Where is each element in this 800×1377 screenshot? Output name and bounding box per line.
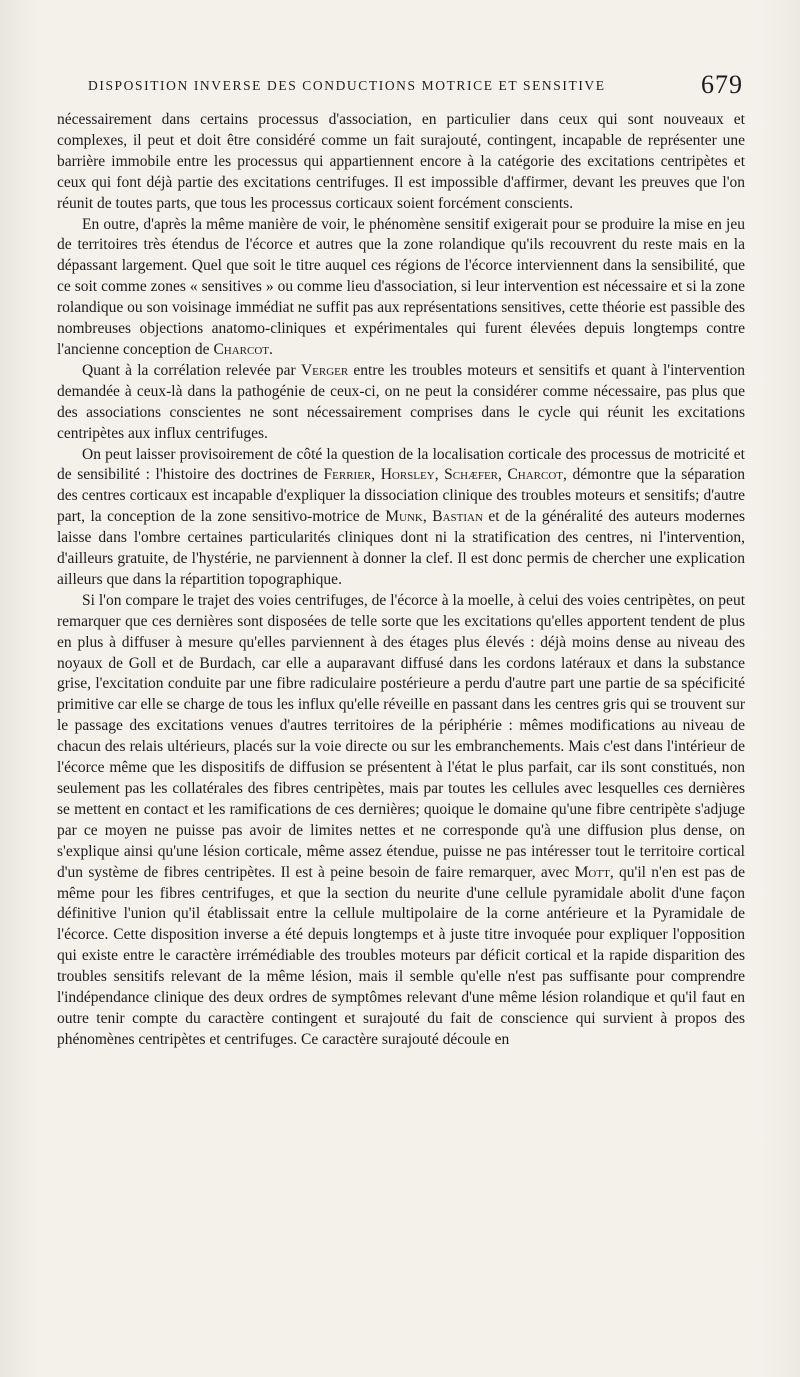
body-text bbox=[57, 110, 745, 1051]
running-head: DISPOSITION INVERSE DES CONDUCTIONS MOTRICE ET SENSITIVE bbox=[88, 78, 606, 93]
paragraph-4: On peut laisser provisoirement de côté la question de la localisation corticale des processus de motricité et de sensibilité : l'histoire des doctrines de Ferrier, Horsley, Schæfer, Charcot, démontre que la séparation des centres corticaux est incapable d'expliquer la dissociation clinique des troubles moteurs et sensitifs; d'autre part, la conception de la zone sensitivo-motrice de Munk, Bastian et de la généralité des auteurs modernes laisse dans l'ombre certaines particularités cliniques dont ni la stratification des centres, ni l'intervention, d'ailleurs gratuite, de l'hystérie, ne parviennent à donner la clef. Il est donc permis de chercher une explication ailleurs que dans la répartition topographique. bbox=[57, 445, 746, 588]
paragraph-2: En outre, d'après la même manière de voir, le phénomène sensitif exigerait pour se produire la mise en jeu de territoires très étendus de l'écorce et autres que la zone rolandique qu'ils recouvrent du reste mais en la dépassant largement. Quel que soit le titre auquel ces régions de l'écorce interviennent dans la sensibilité, que ce soit comme zones « sensitives » ou comme lieu d'association, si leur intervention est nécessaire et si la zone rolandique ou son voisinage immédiat ne suffit pas aux représentations sensitives, cette théorie est passible des nombreuses objections anatomo-cliniques et expérimentales qui furent élevées depuis longtemps contre l'ancienne conception de Charcot. bbox=[57, 215, 745, 358]
page-number: 679 bbox=[701, 70, 743, 99]
paragraph-3: Quant à la corrélation relevée par Verger entre les troubles moteurs et sensitifs et quant à l'intervention demandée à ceux-là dans la pathogénie de ceux-ci, on ne peut la considérer comme nécessaire, pas plus que des associations conscientes ne sont nécessairement comprises dans le cycle qui réunit les excitations centripètes aux influx centrifuges. bbox=[57, 361, 745, 442]
paragraph-5: Si l'on compare le trajet des voies centrifuges, de l'écorce à la moelle, à celui des voies centripètes, on peut remarquer que ces dernières sont disposées de telle sorte que les excitations qu'elles apportent tendent de plus en plus à diffuser à mesure qu'elles parviennent à des étages plus élevés : déjà moins dense au niveau des noyaux de Goll et de Burdach, car elle a auparavant diffusé dans les cordons latéraux et dans la substance grise, l'excitation conduite par une fibre radiculaire postérieure a perdu d'autre part une partie de sa spécificité primitive car elle se charge de tous les influx qu'elle réveille en passant dans les centres gris qui se trouvent sur le passage des excitations venues d'autres territoires de la périphérie : mêmes modifications au niveau de chacun des relais ultérieurs, placés sur la voie directe ou sur les embranchements. Mais c'est dans l'intérieur de l'écorce même que les dispositifs de diffusion se présentent à l'état le plus parfait, car ils sont constitués, non seulement pas les collatérales des fibres centripètes, mais par toutes les cellules avec lesquelles ces dernières se mettent en contact et les ramifications de ces dernières; quoique le domaine qu'une fibre centripète s'adjuge par ce moyen ne puisse pas avoir de limites nettes et ne corresponde qu'à une diffusion plus dense, on s'explique ainsi qu'une lésion corticale, même assez étendue, puisse ne pas intéresser tout le territoire cortical d'un système de fibres centripètes. Il est à peine besoin de faire remarquer, avec Mott, qu'il n'en est pas de même pour les fibres centrifuges, et que la section du neurite d'une cellule pyramidale abolit d'une façon définitive l'union qu'il établissait entre la cellule multipolaire de la corne antérieure et la Pyramidale de l'écorce. Cette disposition inverse a été depuis longtemps et à juste titre invoquée pour expliquer l'opposition qui existe entre le caractère irrémédiable des troubles moteurs par déficit cortical et la rapide disparition des troubles sensitifs relevant de la même lésion, mais il semble qu'elle n'est pas suffisante pour comprendre l'indépendance clinique des deux ordres de symptômes relevant d'une même lésion rolandique et qu'il faut en outre tenir compte du caractère contingent et surajouté du fait de conscience qui survient à propos des phénomènes centripètes et centrifuges. Ce caractère surajouté découle en bbox=[57, 591, 745, 1048]
page-header bbox=[88, 70, 743, 100]
paragraph-1: nécessairement dans certains processus d'association, en particulier dans ceux qui sont nouveaux et complexes, il peut et doit être considéré comme un fait surajouté, contingent, incapable de représenter une barrière immobile entre les processus qui appartiennent encore à la catégorie des excitations centripètes et ceux qui font déjà partie des excitations centrifuges. Il est impossible d'affirmer, devant les preuves que l'on réunit de toutes parts, que tous les processus corticaux soient forcément conscients. bbox=[57, 111, 745, 212]
